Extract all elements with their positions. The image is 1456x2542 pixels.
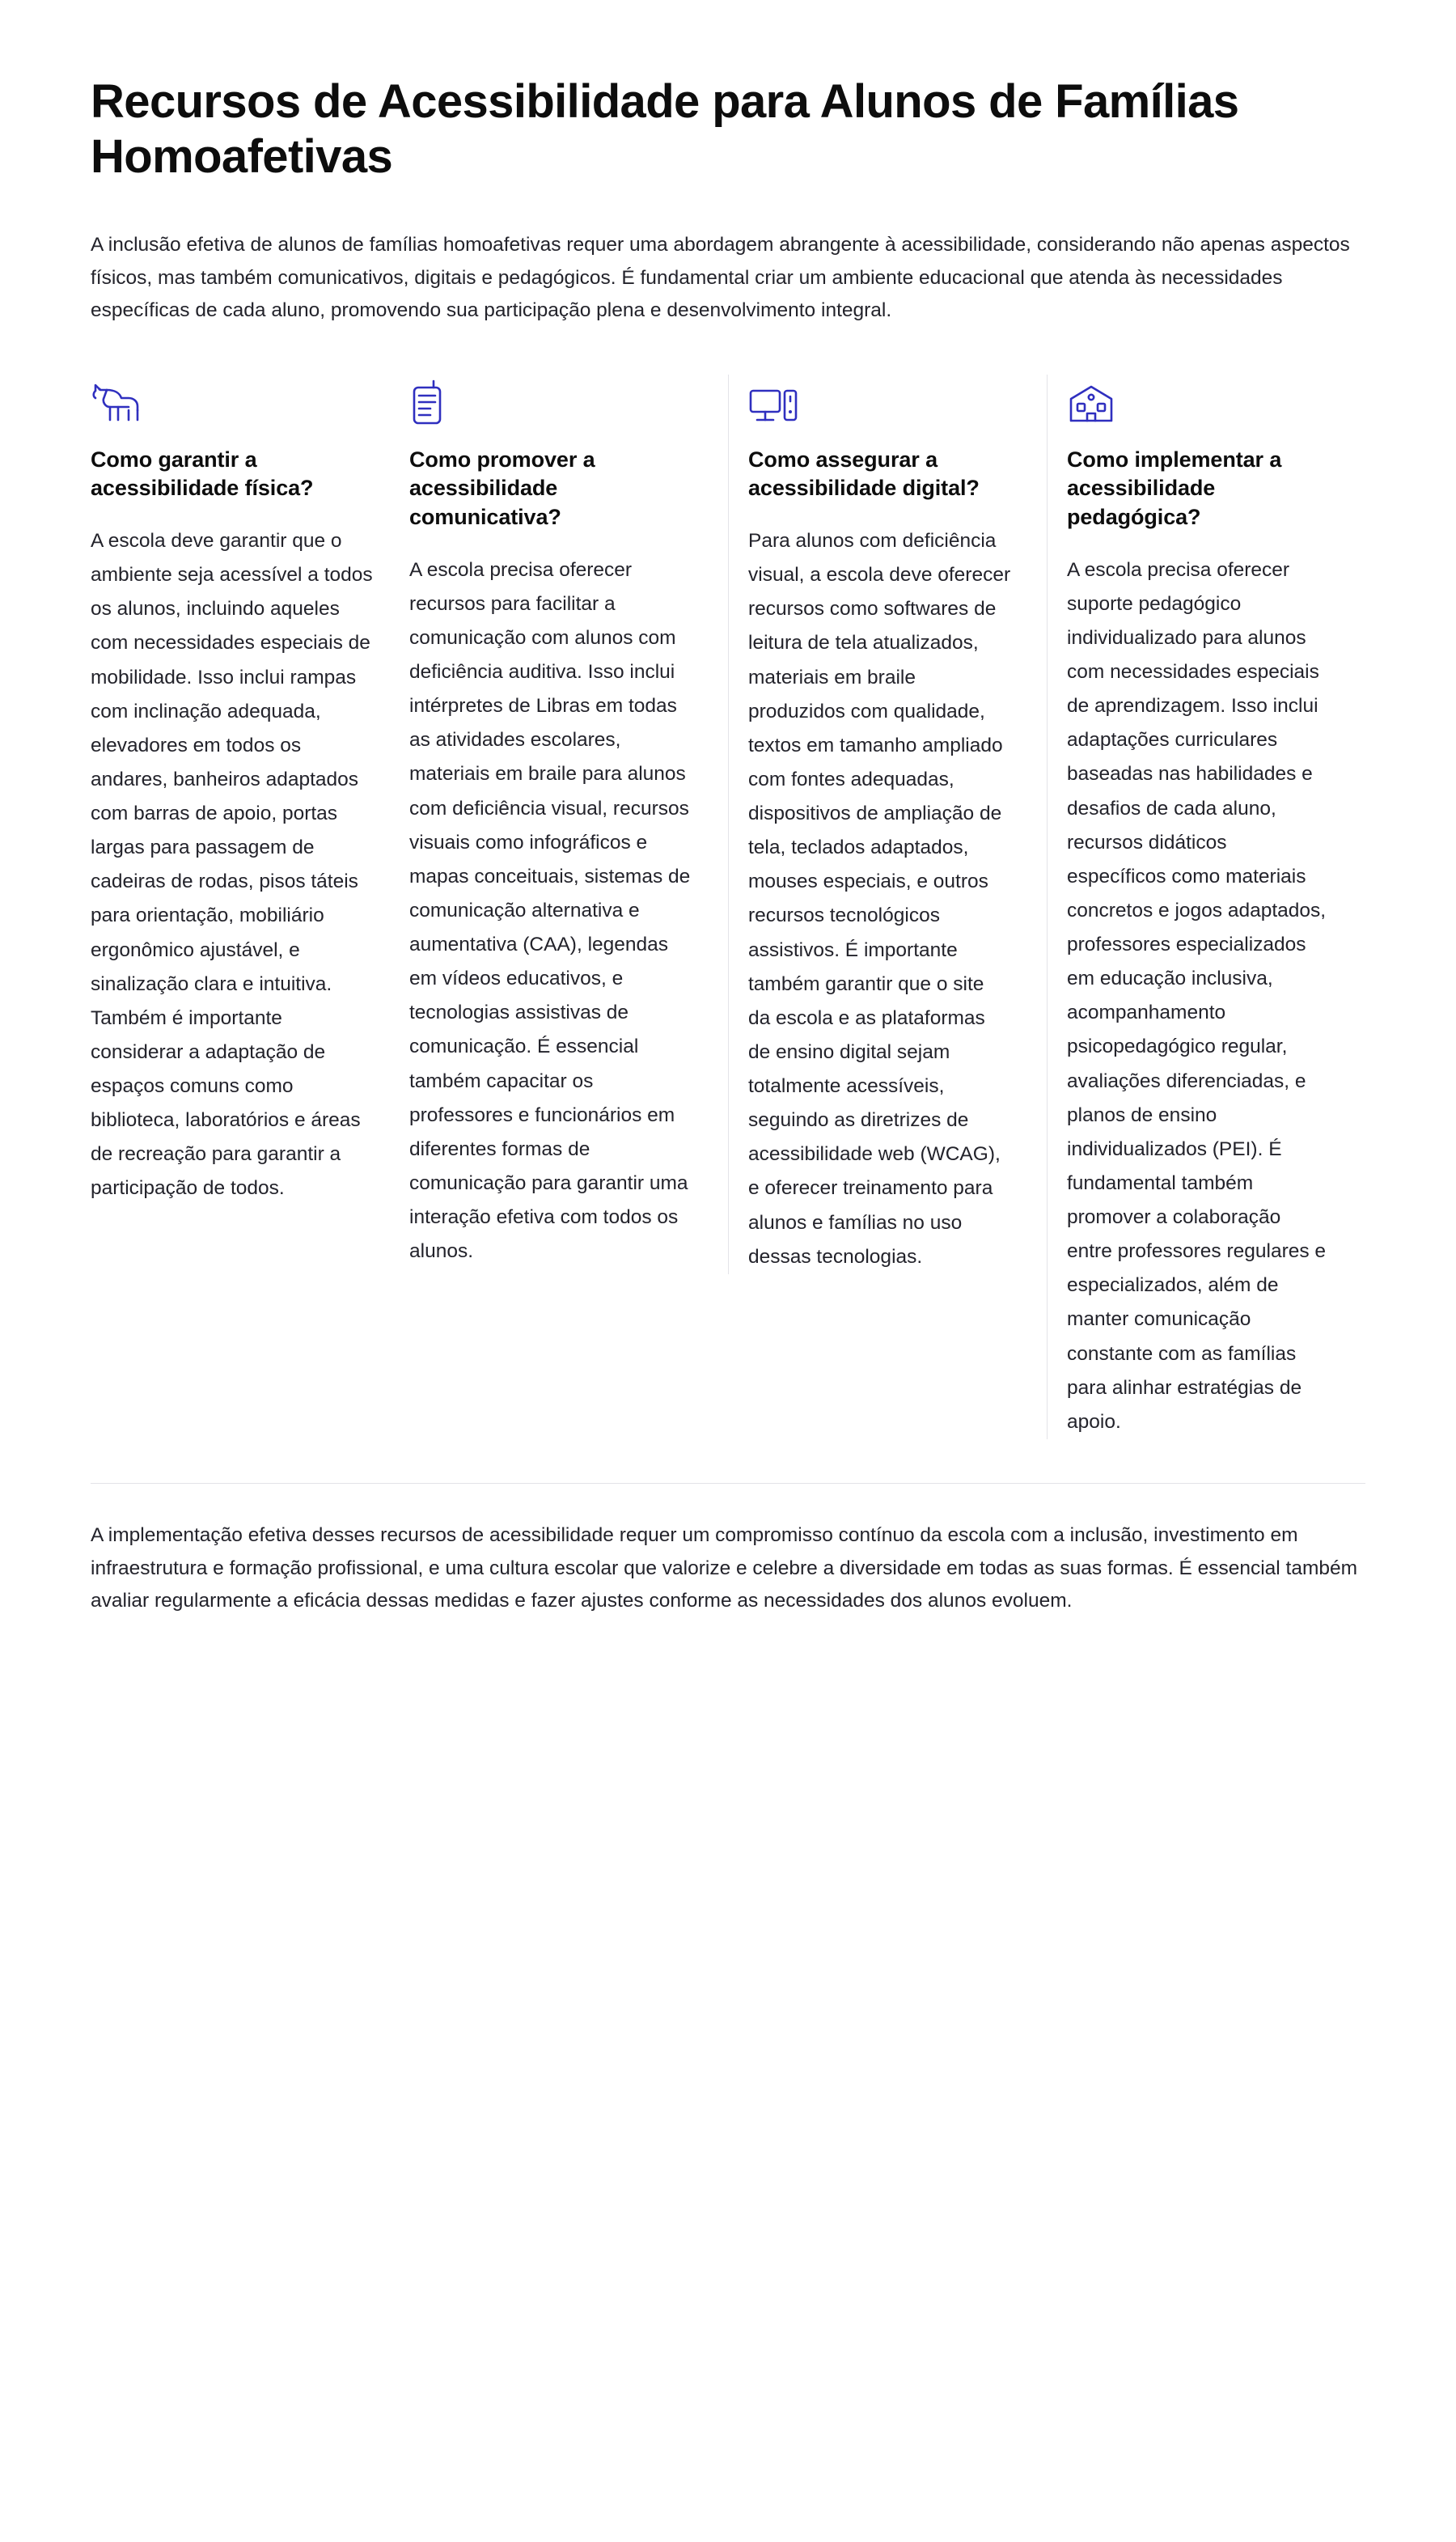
outro-paragraph: A implementação efetiva desses recursos de acessibilidade requer um compromisso contínuo da escola com a inclusão, investimento em infraestrutura e formação profissional, e uma cultura escolar que valorize e celebre a diversidade em todas as suas formas. É essencial também avaliar regularmente a eficácia dessas medidas e fazer ajustes conforme as necessidades dos alunos evoluem. (91, 1523, 1358, 1612)
column-body: A escola precisa oferecer suporte pedagógico individualizado para alunos com necessidades especiais de aprendizagem. Isso inclui adaptações curriculares baseadas nas habilidades e desafios de cada aluno, recursos didáticos específicos como materiais concretos e jogos adaptados, professores especializados em educação inclusiva, acompanhamento psicopedagógico regular, avaliações diferenciadas, e planos de ensino individualizados (PEI). É fundamental também promover a colaboração entre professores regulares e especializados, além de manter comunicação constante com as famílias para alinhar estratégias de apoio. (1067, 558, 1327, 1433)
column-title: Como promover a acessibilidade comunicativa? (409, 447, 595, 530)
column-title: Como garantir a acessibilidade física? (91, 447, 314, 501)
guide-dog-icon (91, 375, 374, 425)
column-title: Como assegurar a acessibilidade digital? (748, 447, 980, 501)
intro-paragraph: A inclusão efetiva de alunos de famílias homoafetivas requer uma abordagem abrangente à acessibilidade, considerando não apenas aspectos físicos, mas também comunicativos, digitais e pedagógicos. É fundamental criar um ambiente educacional que atenda às necessidades específicas de cada aluno, promovendo sua participação plena e desenvolvimento integral. (91, 233, 1350, 322)
column-title: Como implementar a acessibilidade pedagógica? (1067, 447, 1282, 530)
section-divider (91, 1483, 1365, 1484)
column-body: A escola precisa oferecer recursos para facilitar a comunicação com alunos com deficiência auditiva. Isso inclui intérpretes de Libras em todas as atividades escolares, materiais em braile para alunos com deficiência visual, recursos visuais como infográficos e mapas conceituais, sistemas de comunicação alternativa e aumentativa (CAA), legendas em vídeos educativos, e tecnologias assistivas de comunicação. É essencial também capacitar os professores e funcionários em diferentes formas de comunicação para garantir uma interação efetiva com todos os alunos. (409, 558, 691, 1263)
walkie-talkie-icon (409, 375, 692, 425)
column-acessibilidade-comunicativa (409, 375, 728, 1269)
column-acessibilidade-digital (728, 375, 1047, 1274)
school-building-icon (1067, 375, 1330, 425)
column-acessibilidade-pedagogica (1047, 375, 1365, 1439)
column-acessibilidade-fisica (91, 375, 409, 1206)
column-body: A escola deve garantir que o ambiente seja acessível a todos os alunos, incluindo aqueles com necessidades especiais de mobilidade. Isso inclui rampas com inclinação adequada, elevadores em todos os andares, banheiros adaptados com barras de apoio, portas largas para passagem de cadeiras de rodas, pisos táteis para orientação, mobiliário ergonômico ajustável, e sinalização clara e intuitiva. Também é importante considerar a adaptação de espaços comuns como biblioteca, laboratórios e áreas de recreação para garantir a participação de todos. (91, 530, 373, 1200)
accessibility-columns (91, 375, 1365, 1439)
desktop-computer-icon (748, 375, 1011, 425)
page-title: Recursos de Acessibilidade para Alunos de Famílias Homoafetivas (91, 75, 1239, 184)
column-body: Para alunos com deficiência visual, a escola deve oferecer recursos como softwares de leitura de tela atualizados, materiais em braile produzidos com qualidade, textos em tamanho ampliado com fontes adequadas, dispositivos de ampliação de tela, teclados adaptados, mouses especiais, e outros recursos tecnológicos assistivos. É importante também garantir que o site da escola e as plataformas de ensino digital sejam totalmente acessíveis, seguindo as diretrizes de acessibilidade web (WCAG), e oferecer treinamento para alunos e famílias no uso dessas tecnologias. (748, 530, 1011, 1268)
